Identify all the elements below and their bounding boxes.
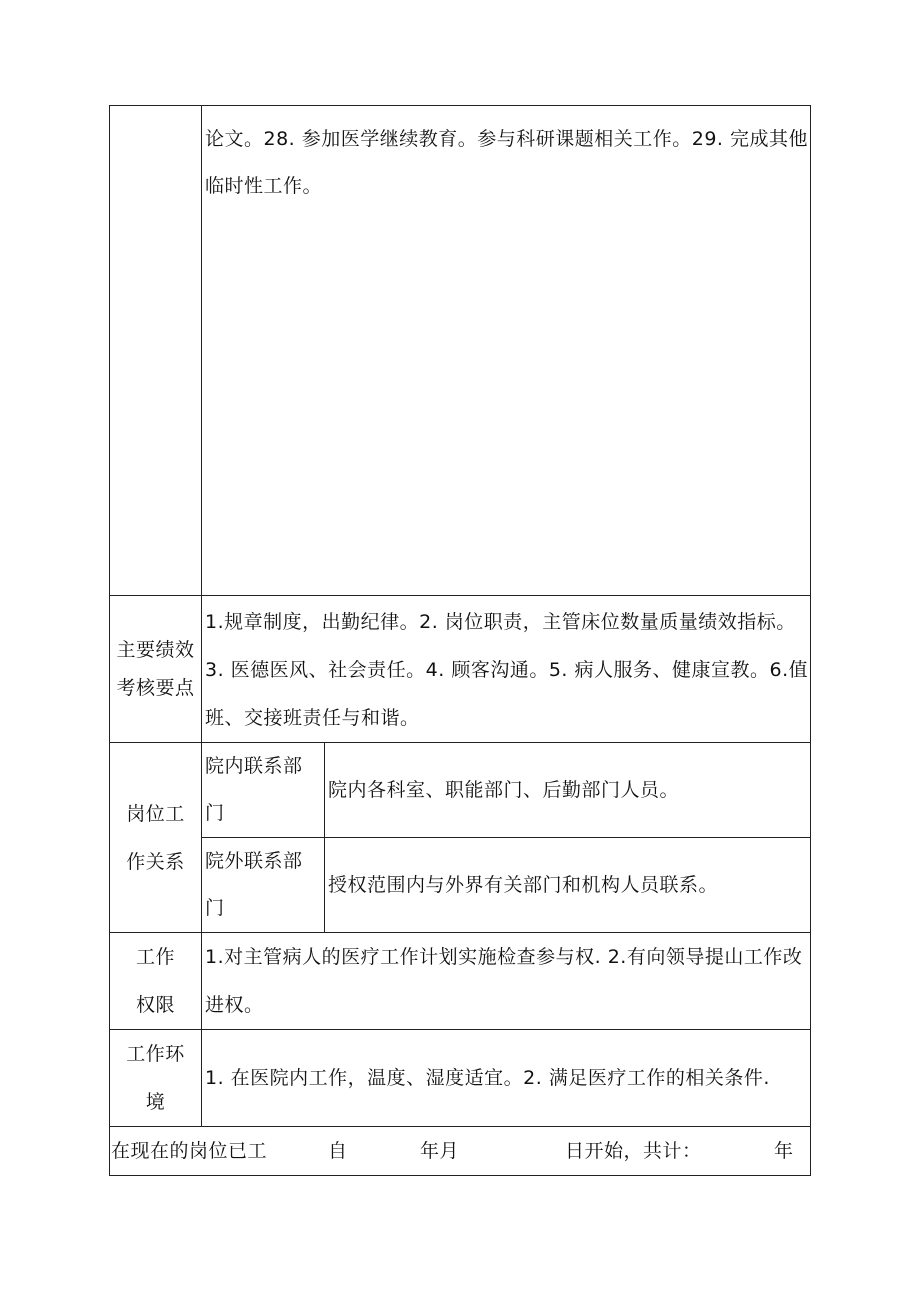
tenure-text-part2: 自 xyxy=(328,1140,348,1162)
internal-contacts-label: 院内联系部门 xyxy=(202,743,325,838)
tenure-text-part5: 年 xyxy=(774,1140,794,1162)
tenure-text-part1: 在现在的岗位已工 xyxy=(111,1140,268,1162)
tenure-text-part3: 年月 xyxy=(420,1140,460,1162)
authority-row xyxy=(110,933,811,1030)
tenure-cell xyxy=(110,1127,811,1176)
relations-external-row xyxy=(110,838,811,933)
authority-label-text: 工作权限 xyxy=(135,946,175,1016)
tenure-row xyxy=(110,1127,811,1176)
job-description-sheet xyxy=(109,105,810,1176)
job-description-table xyxy=(109,105,811,1176)
duties-continued-text: 论文。28. 参加医学继续教育。参与科研课题相关工作。29. 完成其他临时性工作。 xyxy=(202,106,811,596)
internal-contacts-text: 院内各科室、职能部门、后勤部门人员。 xyxy=(325,743,811,838)
duties-continued-row xyxy=(110,106,811,596)
external-contacts-text: 授权范围内与外界有关部门和机构人员联系。 xyxy=(325,838,811,933)
performance-label xyxy=(110,596,202,743)
external-contacts-label: 院外联系部门 xyxy=(202,838,325,933)
relations-label-text: 岗位工作关系 xyxy=(126,802,185,873)
performance-label-text: 主要绩效考核要点 xyxy=(116,639,195,699)
authority-label xyxy=(110,933,202,1030)
environment-row xyxy=(110,1030,811,1127)
authority-text: 1.对主管病人的医疗工作计划实施检查参与权. 2.有向领导提山工作改进权。 xyxy=(202,933,811,1030)
tenure-line xyxy=(110,1127,810,1175)
performance-row xyxy=(110,596,811,743)
tenure-text-part4: 日开始，共计： xyxy=(565,1140,702,1162)
relations-label xyxy=(110,743,202,933)
duties-label-cell xyxy=(110,106,202,596)
environment-label xyxy=(110,1030,202,1127)
environment-label-text: 工作环境 xyxy=(126,1043,185,1113)
environment-text: 1. 在医院内工作，温度、湿度适宜。2. 满足医疗工作的相关条件. xyxy=(202,1030,811,1127)
relations-internal-row xyxy=(110,743,811,838)
performance-text: 1.规章制度，出勤纪律。2. 岗位职责，主管床位数量质量绩效指标。3. 医德医风、社会责任。4. 顾客沟通。5. 病人服务、健康宣教。6.值班、交接班责任与和谐。 xyxy=(202,596,811,743)
